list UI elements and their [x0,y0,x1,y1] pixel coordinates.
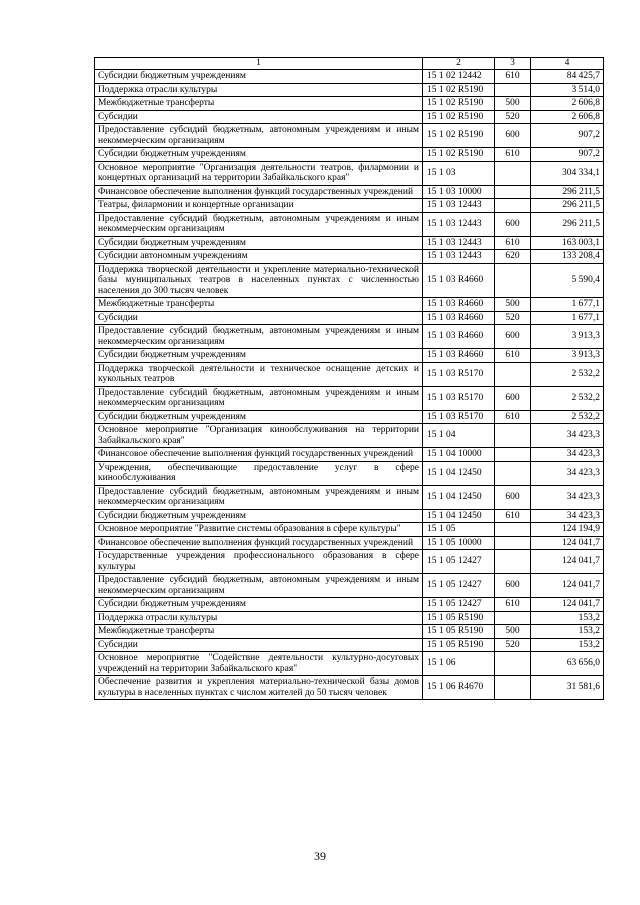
row-name-cell: Финансовое обеспечение выполнения функций государственных учреждений [95,536,423,550]
amount-cell: 907,2 [531,124,604,148]
amount-cell: 907,2 [531,148,604,162]
row-name-cell: Межбюджетные трансферты [95,298,423,312]
table-row [95,611,604,625]
table-row [95,250,604,264]
row-name-cell: Субсидии бюджетным учреждениям [95,148,423,162]
table-row [95,536,604,550]
expense-type-cell [495,461,531,485]
table-row [95,574,604,598]
row-name-cell: Поддержка творческой деятельности и укрепление материально-технической базы муниципальных театров в населенных пунктах с численностью населения до 300 тысяч человек [95,263,423,298]
amount-cell: 34 423,3 [531,485,604,509]
expense-type-cell: 600 [495,574,531,598]
amount-cell: 2 532,2 [531,362,604,386]
target-code-cell: 15 1 03 R4660 [423,349,495,363]
table-row [95,263,604,298]
row-name-cell: Субсидии [95,311,423,325]
expense-type-cell [495,536,531,550]
amount-cell: 133 208,4 [531,250,604,264]
amount-cell: 163 003,1 [531,236,604,250]
table-row [95,97,604,111]
expense-type-cell [495,448,531,462]
expense-type-cell: 500 [495,298,531,312]
amount-cell: 1 677,1 [531,311,604,325]
table-row [95,523,604,537]
column-number-2: 2 [423,58,495,70]
amount-cell: 3 514,0 [531,83,604,97]
target-code-cell: 15 1 05 R5190 [423,638,495,652]
target-code-cell: 15 1 05 12427 [423,598,495,612]
amount-cell: 34 423,3 [531,509,604,523]
target-code-cell: 15 1 03 R4660 [423,311,495,325]
table-row [95,83,604,97]
amount-cell: 296 211,5 [531,199,604,213]
table-row [95,550,604,574]
row-name-cell: Финансовое обеспечение выполнения функций государственных учреждений [95,448,423,462]
target-code-cell: 15 1 02 R5190 [423,124,495,148]
expense-type-cell: 610 [495,509,531,523]
target-code-cell: 15 1 03 R4660 [423,325,495,349]
row-name-cell: Основное мероприятие "Развитие системы образования в сфере культуры" [95,523,423,537]
amount-cell: 34 423,3 [531,461,604,485]
target-code-cell: 15 1 02 R5190 [423,97,495,111]
amount-cell: 124 041,7 [531,598,604,612]
table-row [95,212,604,236]
table-row [95,625,604,639]
amount-cell: 296 211,5 [531,212,604,236]
expense-type-cell: 600 [495,124,531,148]
expense-type-cell [495,523,531,537]
column-number-row [95,58,604,70]
amount-cell: 84 425,7 [531,70,604,84]
row-name-cell: Субсидии бюджетным учреждениям [95,410,423,424]
row-name-cell: Субсидии бюджетным учреждениям [95,236,423,250]
table-row [95,638,604,652]
target-code-cell: 15 1 02 12442 [423,70,495,84]
expense-type-cell: 600 [495,325,531,349]
expense-type-cell [495,550,531,574]
amount-cell: 34 423,3 [531,424,604,448]
row-name-cell: Предоставление субсидий бюджетным, автономным учреждениям и иным некоммерческим организациям [95,386,423,410]
table-row [95,485,604,509]
amount-cell: 2 606,8 [531,110,604,124]
row-name-cell: Субсидии автономным учреждениям [95,250,423,264]
target-code-cell: 15 1 02 R5190 [423,110,495,124]
row-name-cell: Поддержка отрасли культуры [95,611,423,625]
target-code-cell: 15 1 05 R5190 [423,611,495,625]
row-name-cell: Поддержка отрасли культуры [95,83,423,97]
expense-type-cell [495,611,531,625]
row-name-cell: Субсидии бюджетным учреждениям [95,70,423,84]
target-code-cell: 15 1 03 12443 [423,199,495,213]
expense-type-cell [495,676,531,700]
amount-cell: 1 677,1 [531,298,604,312]
table-row [95,461,604,485]
table-row [95,349,604,363]
target-code-cell: 15 1 04 10000 [423,448,495,462]
target-code-cell: 15 1 03 10000 [423,185,495,199]
expense-type-cell [495,199,531,213]
expense-type-cell: 600 [495,485,531,509]
column-number-1: 1 [95,58,423,70]
expense-type-cell [495,652,531,676]
target-code-cell: 15 1 03 R4660 [423,263,495,298]
amount-cell: 2 606,8 [531,97,604,111]
target-code-cell: 15 1 04 [423,424,495,448]
table-row [95,325,604,349]
expense-type-cell [495,362,531,386]
budget-table-body [95,58,604,700]
row-name-cell: Обеспечение развития и укрепления материально-технической базы домов культуры в населенных пунктах с числом жителей до 50 тысяч человек [95,676,423,700]
amount-cell: 5 590,4 [531,263,604,298]
row-name-cell: Основное мероприятие "Организация деятельности театров, филармонии и концертных организаций на территории Забайкальского края" [95,161,423,185]
target-code-cell: 15 1 04 12450 [423,461,495,485]
row-name-cell: Основное мероприятие "Содействие деятельности культурно-досуговых учреждений на территории Забайкальского края" [95,652,423,676]
amount-cell: 3 913,3 [531,325,604,349]
target-code-cell: 15 1 03 R5170 [423,362,495,386]
target-code-cell: 15 1 05 [423,523,495,537]
table-row [95,311,604,325]
row-name-cell: Субсидии [95,638,423,652]
table-row [95,676,604,700]
target-code-cell: 15 1 06 [423,652,495,676]
table-row [95,386,604,410]
row-name-cell: Поддержка творческой деятельности и техническое оснащение детских и кукольных театров [95,362,423,386]
budget-table [94,57,604,700]
row-name-cell: Предоставление субсидий бюджетным, автономным учреждениям и иным некоммерческим организациям [95,325,423,349]
amount-cell: 31 581,6 [531,676,604,700]
expense-type-cell: 610 [495,236,531,250]
amount-cell: 153,2 [531,638,604,652]
row-name-cell: Финансовое обеспечение выполнения функций государственных учреждений [95,185,423,199]
document-page [94,57,603,700]
row-name-cell: Государственные учреждения профессионального образования в сфере культуры [95,550,423,574]
amount-cell: 296 211,5 [531,185,604,199]
page-number: 39 [314,849,326,863]
amount-cell: 63 656,0 [531,652,604,676]
row-name-cell: Учреждения, обеспечивающие предоставление услуг в сфере кинообслуживания [95,461,423,485]
row-name-cell: Предоставление субсидий бюджетным, автономным учреждениям и иным некоммерческим организациям [95,212,423,236]
amount-cell: 34 423,3 [531,448,604,462]
expense-type-cell: 500 [495,625,531,639]
expense-type-cell: 520 [495,638,531,652]
expense-type-cell: 610 [495,148,531,162]
expense-type-cell [495,185,531,199]
row-name-cell: Межбюджетные трансферты [95,625,423,639]
target-code-cell: 15 1 03 12443 [423,236,495,250]
target-code-cell: 15 1 03 R5170 [423,386,495,410]
expense-type-cell: 610 [495,70,531,84]
target-code-cell: 15 1 03 12443 [423,250,495,264]
target-code-cell: 15 1 02 R5190 [423,148,495,162]
column-number-3: 3 [495,58,531,70]
row-name-cell: Субсидии бюджетным учреждениям [95,509,423,523]
target-code-cell: 15 1 05 12427 [423,550,495,574]
table-row [95,185,604,199]
target-code-cell: 15 1 04 12450 [423,485,495,509]
row-name-cell: Предоставление субсидий бюджетным, автономным учреждениям и иным некоммерческим организациям [95,124,423,148]
expense-type-cell [495,83,531,97]
row-name-cell: Основное мероприятие "Организация кинообслуживания на территории Забайкальского края" [95,424,423,448]
expense-type-cell: 620 [495,250,531,264]
row-name-cell: Субсидии бюджетным учреждениям [95,598,423,612]
row-name-cell: Субсидии [95,110,423,124]
table-row [95,424,604,448]
table-row [95,652,604,676]
amount-cell: 124 041,7 [531,550,604,574]
target-code-cell: 15 1 05 12427 [423,574,495,598]
table-row [95,448,604,462]
row-name-cell: Театры, филармонии и концертные организации [95,199,423,213]
expense-type-cell: 610 [495,349,531,363]
table-row [95,298,604,312]
expense-type-cell: 500 [495,97,531,111]
table-row [95,199,604,213]
expense-type-cell: 600 [495,386,531,410]
amount-cell: 2 532,2 [531,410,604,424]
table-row [95,362,604,386]
target-code-cell: 15 1 05 R5190 [423,625,495,639]
table-row [95,161,604,185]
target-code-cell: 15 1 03 [423,161,495,185]
target-code-cell: 15 1 03 R4660 [423,298,495,312]
expense-type-cell: 520 [495,311,531,325]
amount-cell: 153,2 [531,625,604,639]
row-name-cell: Предоставление субсидий бюджетным, автономным учреждениям и иным некоммерческим организациям [95,485,423,509]
table-row [95,236,604,250]
expense-type-cell: 610 [495,598,531,612]
expense-type-cell: 600 [495,212,531,236]
row-name-cell: Предоставление субсидий бюджетным, автономным учреждениям и иным некоммерческим организациям [95,574,423,598]
target-code-cell: 15 1 03 12443 [423,212,495,236]
expense-type-cell [495,424,531,448]
expense-type-cell [495,263,531,298]
table-row [95,110,604,124]
target-code-cell: 15 1 04 12450 [423,509,495,523]
target-code-cell: 15 1 02 R5190 [423,83,495,97]
target-code-cell: 15 1 05 10000 [423,536,495,550]
amount-cell: 124 041,7 [531,574,604,598]
amount-cell: 124 194,9 [531,523,604,537]
amount-cell: 304 334,1 [531,161,604,185]
target-code-cell: 15 1 06 R4670 [423,676,495,700]
table-row [95,509,604,523]
table-row [95,70,604,84]
amount-cell: 3 913,3 [531,349,604,363]
expense-type-cell: 520 [495,110,531,124]
target-code-cell: 15 1 03 R5170 [423,410,495,424]
column-number-4: 4 [531,58,604,70]
amount-cell: 153,2 [531,611,604,625]
amount-cell: 124 041,7 [531,536,604,550]
table-row [95,148,604,162]
table-row [95,124,604,148]
expense-type-cell: 610 [495,410,531,424]
table-row [95,598,604,612]
row-name-cell: Субсидии бюджетным учреждениям [95,349,423,363]
expense-type-cell [495,161,531,185]
amount-cell: 2 532,2 [531,386,604,410]
table-row [95,410,604,424]
row-name-cell: Межбюджетные трансферты [95,97,423,111]
